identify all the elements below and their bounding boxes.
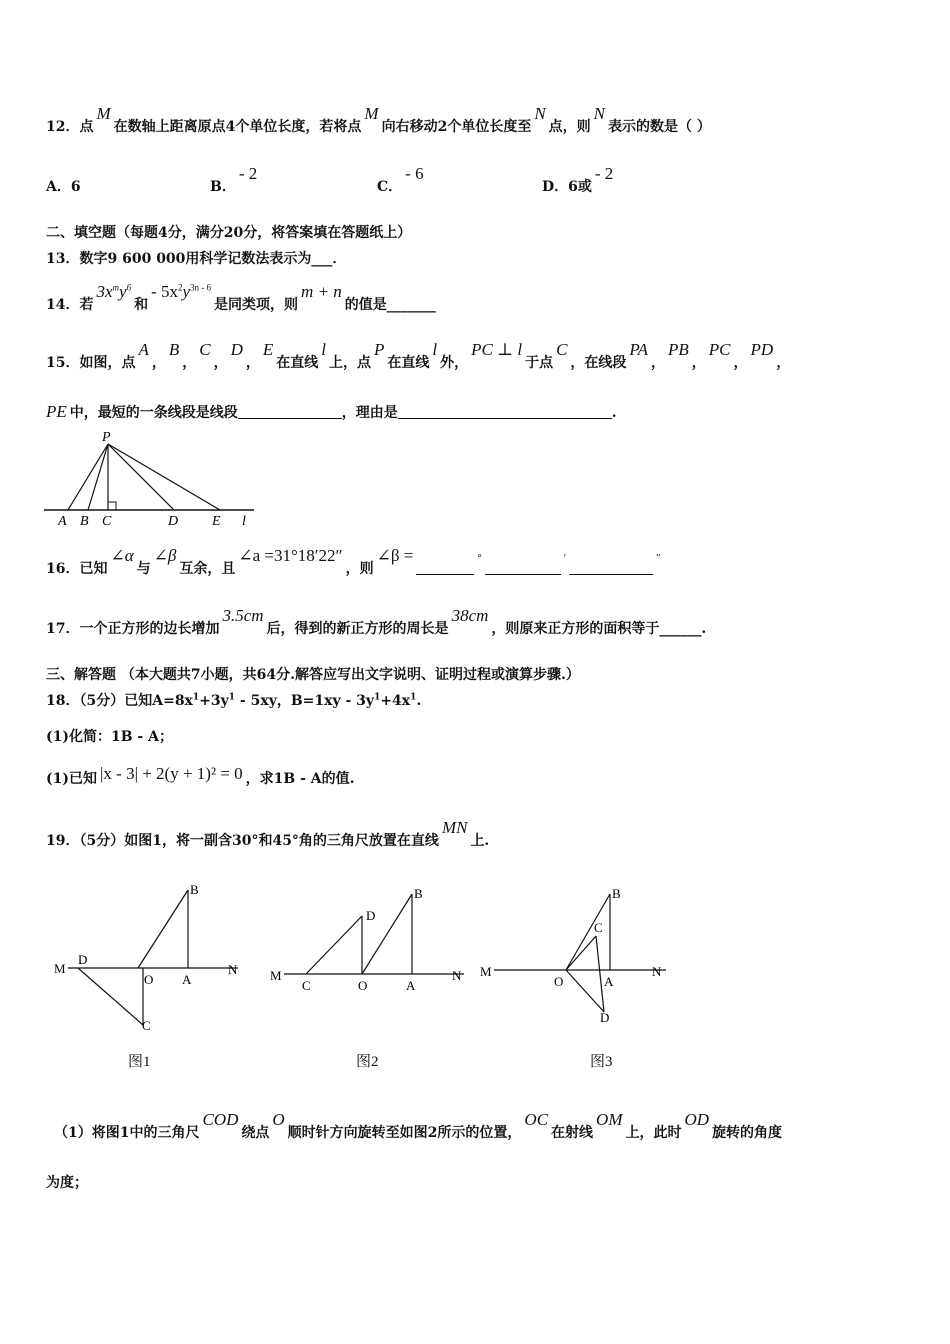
svg-text:O: O: [554, 974, 564, 989]
q12-options: [46, 164, 910, 196]
question-17: 17．一个正方形的边长增加3.5cm后，得到的新正方形的周长是38cm，则原来正方形的面积等于______.: [46, 606, 707, 637]
q19-part1: （1）将图1中的三角尺COD绕点O顺时针方向旋转至如图2所示的位置，OC在射线OM上，此时OD旋转的角度: [54, 1110, 783, 1141]
question-18: 18．（5分）已知$A=8x^1+3y^1 - 5xy$，$B=1xy - 3y^1+4x^1$.: [46, 692, 422, 709]
svg-text:A: A: [182, 972, 192, 987]
caption-figure-2: 图2: [356, 1054, 379, 1070]
q19-figure-2: [266, 880, 476, 1010]
section-2-heading: 二、填空题（每题4分，满分20分，将答案填在答题纸上）: [46, 225, 412, 241]
svg-text:D: D: [78, 952, 88, 967]
svg-text:M: M: [270, 968, 282, 983]
svg-text:N: N: [452, 968, 462, 983]
label-C: C: [102, 514, 112, 528]
question-12: 12．点M在数轴上距离原点4个单位长度，若将点M向右移动2个单位长度至N点，则N表示的数是（ ）: [46, 104, 711, 135]
question-13: 13．数字9 600 000用科学记数法表示为___．: [46, 251, 347, 267]
option-d: D．6或- 2: [542, 164, 614, 195]
var-M: M: [364, 104, 379, 123]
caption-figure-1: 图1: [128, 1054, 151, 1070]
svg-text:N: N: [652, 964, 662, 979]
caption-figure-3: 图3: [590, 1054, 613, 1070]
svg-text:D: D: [366, 908, 376, 923]
svg-text:A: A: [406, 978, 416, 993]
svg-text:C: C: [302, 978, 311, 993]
q19-figure-3: [476, 880, 676, 1030]
label-B: B: [80, 514, 89, 528]
q18-part1: (1)化简：1B - A；: [46, 729, 173, 745]
svg-text:M: M: [54, 961, 66, 976]
question-16: 16．已知∠α与∠β互余，且∠a =31°18′22″，则∠β = ° ′ ″: [46, 546, 661, 577]
option-c: C．- 6: [377, 164, 424, 195]
q18-part2: (1)已知 |x - 3| + 2(y + 1)² = 0 ，求1B - A的值.: [46, 764, 355, 787]
svg-text:O: O: [144, 972, 154, 987]
q19-figure-1: [48, 880, 248, 1040]
svg-text:N: N: [228, 962, 238, 977]
label-l: l: [242, 514, 246, 528]
svg-text:M: M: [480, 964, 492, 979]
svg-text:A: A: [604, 974, 614, 989]
question-15: 15．如图，点A，B，C，D，E在直线l上，点P在直线l外，PC ⊥ l于点C，在线段PA，PB，PC，PD，: [46, 340, 791, 371]
question-15-line2: PE 中，最短的一条线段是线段 ，理由是 .: [46, 402, 617, 421]
label-P: P: [102, 430, 111, 445]
label-A: A: [58, 514, 67, 528]
question-19: 19．（5分）如图1，将一副含30°和45°角的三角尺放置在直线MN上.: [46, 818, 490, 849]
svg-text:D: D: [600, 1010, 610, 1025]
section-3-heading: 三、解答题 （本大题共7小题，共64分.解答应写出文字说明、证明过程或演算步骤.）: [46, 667, 580, 683]
svg-text:B: B: [414, 886, 423, 901]
svg-text:C: C: [142, 1018, 151, 1033]
svg-text:C: C: [594, 920, 603, 935]
q12-number: 12．点: [46, 119, 94, 135]
svg-text:O: O: [358, 978, 368, 993]
var-M: M: [96, 104, 111, 123]
svg-text:B: B: [190, 882, 199, 897]
q19-part1-line2: 为度；: [46, 1175, 88, 1191]
label-E: E: [212, 514, 221, 528]
svg-text:B: B: [612, 886, 621, 901]
q15-figure: [44, 428, 264, 528]
option-a: A．6: [46, 179, 81, 195]
option-b: B．- 2: [210, 164, 258, 195]
var-N: N: [534, 104, 546, 123]
label-D: D: [168, 514, 179, 528]
question-14: 14．若$3x^my^6$和- $5x^2y^{3n - 6}$是同类项，则m + n的值是_______: [46, 282, 436, 313]
var-N: N: [593, 104, 606, 123]
